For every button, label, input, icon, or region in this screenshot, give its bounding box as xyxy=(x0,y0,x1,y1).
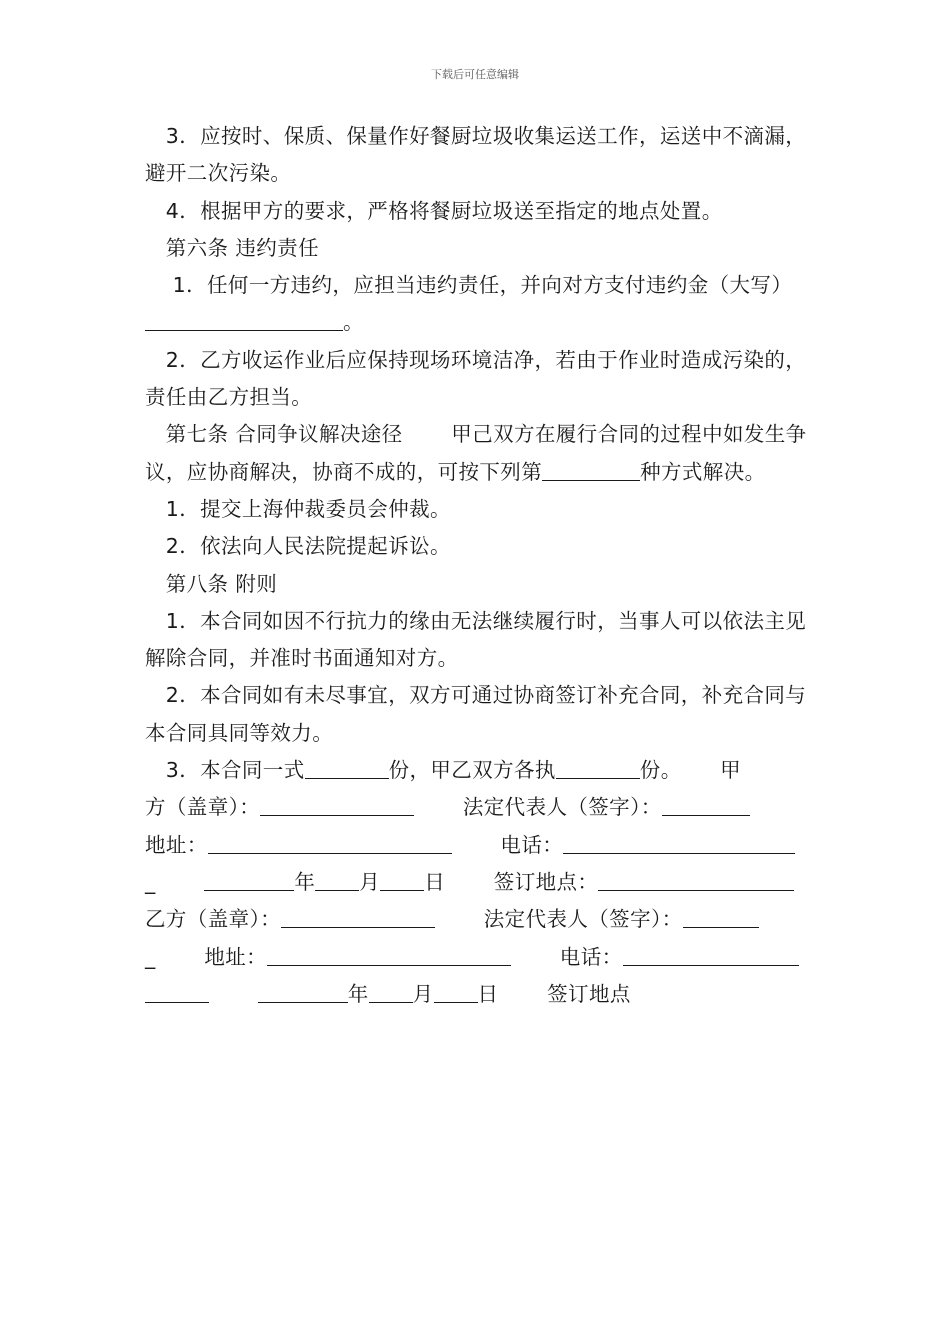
party-b-year-blank[interactable] xyxy=(258,984,348,1003)
sig-text: 月 xyxy=(359,869,381,894)
penalty-amount-blank[interactable] xyxy=(145,312,343,331)
document-body xyxy=(145,118,807,1013)
party-b-phone-cont-blank[interactable] xyxy=(145,984,209,1003)
party-a-day-blank[interactable] xyxy=(380,872,424,891)
copies-total-blank[interactable] xyxy=(305,760,389,779)
party-a-rep-blank[interactable] xyxy=(662,797,750,816)
party-b-date-line xyxy=(145,976,807,1013)
sig-text: 3．本合同一式 xyxy=(145,758,305,783)
paragraph-text: 1．任何一方违约，应担当违约责任，并向对方支付违约金（大写） xyxy=(145,273,793,298)
paragraph: 4．根据甲方的要求，严格将餐厨垃圾送至指定的地点处置。 xyxy=(145,198,723,223)
section-heading: 第八条 附则 xyxy=(145,571,278,596)
sig-text: _ 地址： xyxy=(145,944,268,969)
sig-text: 月 xyxy=(412,981,434,1006)
sig-text: _ xyxy=(145,869,205,894)
dispute-method-blank[interactable] xyxy=(542,462,640,481)
sig-text: 地址： xyxy=(145,832,208,857)
copies-line xyxy=(145,752,807,789)
sig-text: 电话： xyxy=(451,832,564,857)
party-a-date-line xyxy=(145,864,807,901)
paragraph: 2．依法向人民法院提起诉讼。 xyxy=(145,534,451,559)
sig-text xyxy=(209,982,258,1006)
paragraph: 2．本合同如有未尽事宜，双方可通过协商签订补充合同，补充合同与本合同具同等效力。 xyxy=(145,683,807,745)
sig-text: 年 xyxy=(294,869,316,894)
party-a-seal-blank[interactable] xyxy=(260,797,414,816)
party-a-address-blank[interactable] xyxy=(208,835,452,854)
party-b-month-blank[interactable] xyxy=(369,984,413,1003)
paragraph: 1．提交上海仲裁委员会仲裁。 xyxy=(145,496,451,521)
sig-text: 份。 甲 xyxy=(639,758,741,783)
sig-text: 日 签订地点： xyxy=(424,869,599,894)
sig-text: 乙方（盖章）： xyxy=(145,907,282,932)
party-a-phone-blank[interactable] xyxy=(563,835,795,854)
party-b-address-line xyxy=(145,939,807,976)
party-b-seal-line xyxy=(145,901,807,938)
party-b-day-blank[interactable] xyxy=(434,984,478,1003)
sig-text: 份，甲乙双方各执 xyxy=(388,758,556,783)
signature-block xyxy=(145,752,807,1013)
page-header: 下载后可任意编辑 xyxy=(431,68,519,81)
party-b-seal-blank[interactable] xyxy=(281,909,435,928)
party-b-address-blank[interactable] xyxy=(267,947,511,966)
paragraph xyxy=(145,416,807,491)
party-a-seal-line xyxy=(145,789,807,826)
sig-text: 电话： xyxy=(511,944,623,969)
party-a-month-blank[interactable] xyxy=(315,872,359,891)
sig-text: 方（盖章）： xyxy=(145,795,261,820)
sig-text: 法定代表人（签字）： xyxy=(414,795,662,820)
sig-text: 法定代表人（签字）： xyxy=(435,907,683,932)
sig-text: 日 签订地点 xyxy=(477,981,631,1006)
paragraph-text: 第七条 合同争议解决途径 甲己双方在履行合同的过程中如发生争议，应协商解决，协商不成的，可按下列第 xyxy=(145,422,807,484)
party-a-address-line xyxy=(145,827,807,864)
copies-each-blank[interactable] xyxy=(556,760,640,779)
party-a-place-blank[interactable] xyxy=(598,872,794,891)
paragraph-text: 。 xyxy=(343,310,364,335)
party-b-phone-blank[interactable] xyxy=(623,947,799,966)
paragraph xyxy=(145,267,807,342)
section-heading: 第六条 违约责任 xyxy=(145,235,319,260)
party-b-rep-blank[interactable] xyxy=(683,909,759,928)
paragraph-text: 种方式解决。 xyxy=(640,459,766,484)
paragraph: 1．本合同如因不行抗力的缘由无法继续履行时，当事人可以依法主见解除合同，并准时书面通知对方。 xyxy=(145,608,807,671)
paragraph: 2．乙方收运作业后应保持现场环境洁净，若由于作业时造成污染的，责任由乙方担当。 xyxy=(145,347,807,410)
sig-text: 年 xyxy=(347,981,369,1006)
paragraph: 3．应按时、保质、保量作好餐厨垃圾收集运送工作，运送中不滴漏，避开二次污染。 xyxy=(145,124,807,186)
party-a-year-blank[interactable] xyxy=(204,872,294,891)
